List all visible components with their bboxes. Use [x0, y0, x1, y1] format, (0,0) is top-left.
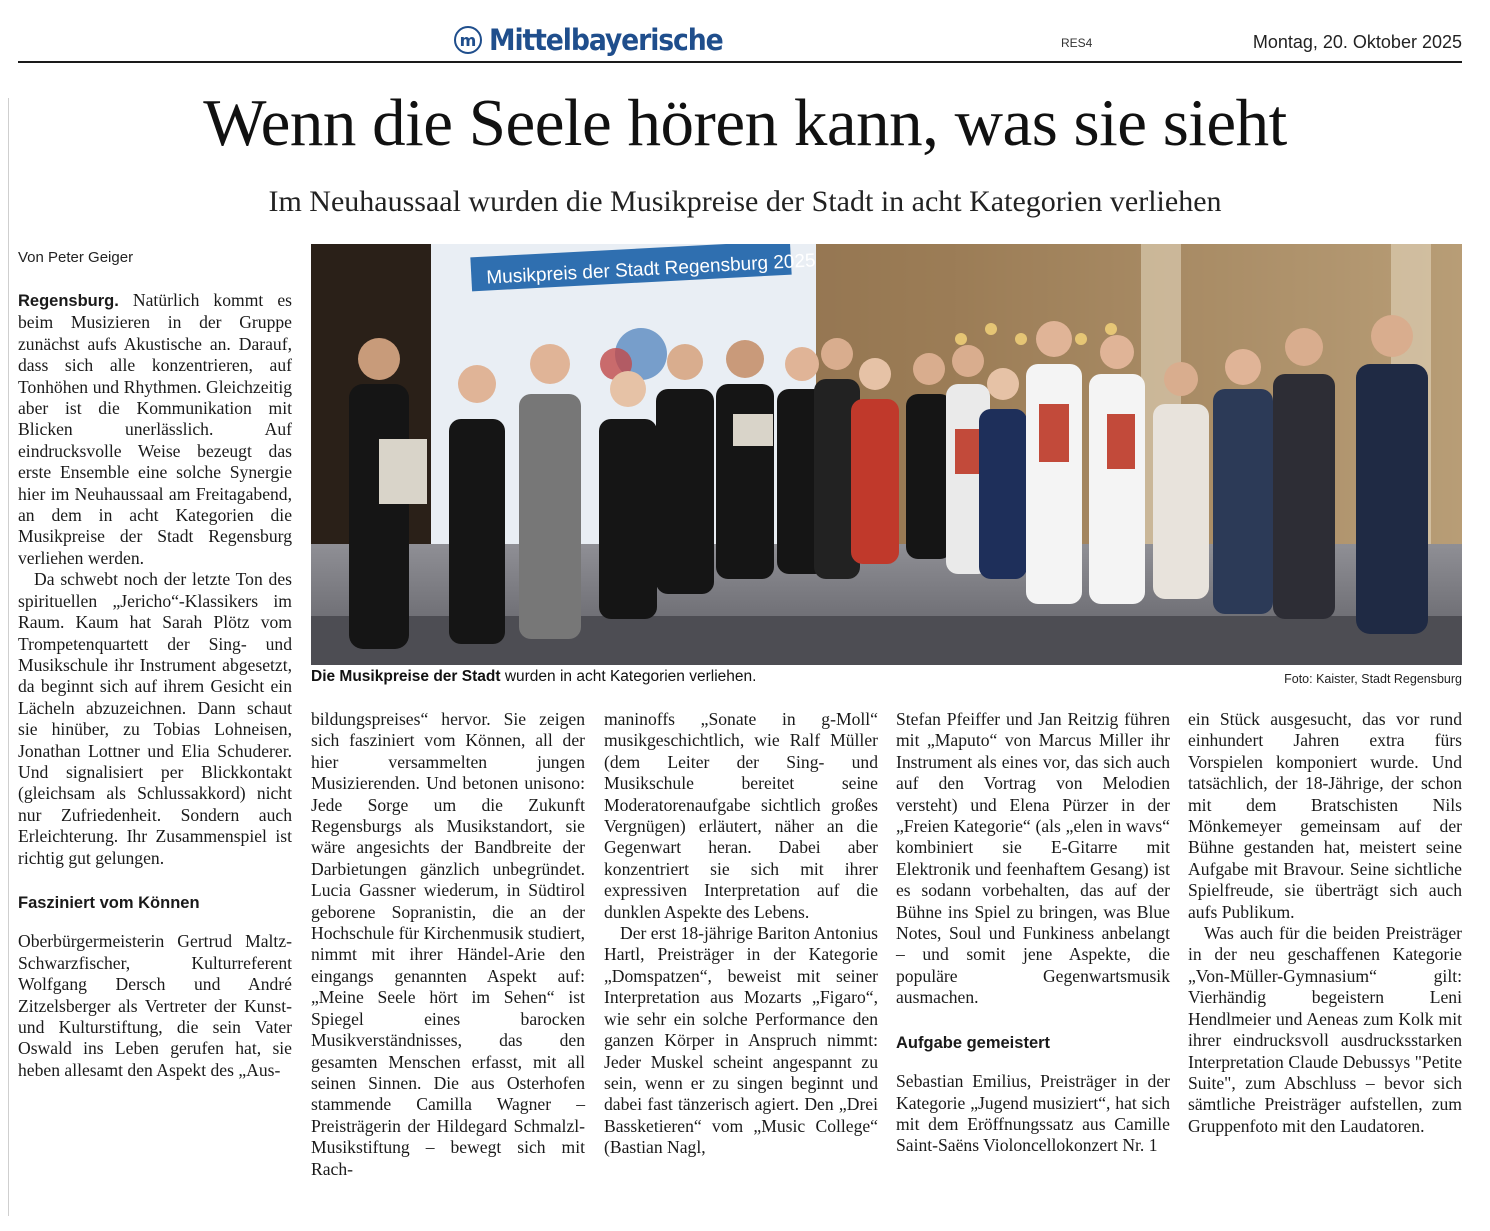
- page-margin-line: [8, 98, 9, 1216]
- article-column-3: [604, 709, 878, 1159]
- article-column-1: [18, 290, 292, 1081]
- masthead: [18, 22, 1462, 62]
- section-subhead: Fasziniert vom Können: [18, 893, 200, 912]
- paragraph: maninoffs „Sonate in g-Moll“ musikgeschichtlich, wie Ralf Müller (dem Leiter der Sing- und Musikschule bereitet seine Moderatorenaufgabe sichtlich großes Vergnügen) erläutert, näher an die Gegenwart heran. Dabei aber konzentriert sie sich mit ihrer expressiven Interpretation auf die dunklen Aspekte des Lebens.: [604, 709, 878, 922]
- paragraph: Sebastian Emilius, Preisträger in der Kategorie „Jugend musiziert“, hat sich mit dem Eröffnungssatz aus Camille Saint-Saëns Violoncellokonzert Nr. 1: [896, 1071, 1170, 1156]
- caption-text: wurden in acht Kategorien verliehen.: [500, 668, 757, 685]
- group-photo-image: [311, 244, 1462, 665]
- paragraph: Der erst 18-jährige Bariton Antonius Hartl, Preisträger in der Kategorie „Domspatzen“, beweist mit seiner Interpretation aus Mozarts „Figaro“, wie sehr ein solche Performance den ganzen Körper in Anspruch nimmt: Jeder Muskel scheint angespannt zu sein, wenn er zu singen beginnt und dabei fast tänzerisch agiert. Den „Drei Bassketieren“ vom „Music College“ (Bastian Nagl,: [604, 923, 878, 1158]
- publication-date: Montag, 20. Oktober 2025: [1252, 32, 1462, 52]
- paragraph: [18, 290, 292, 569]
- byline: Von Peter Geiger: [18, 249, 134, 266]
- article-column-2: [311, 709, 585, 1180]
- paragraph: ein Stück ausgesucht, das vor rund einhundert Jahren extra fürs Vorspielen komponiert wurde. Und tatsächlich, der 18-Jährige, der schon mit dem Bratschisten Nils Mönkemeyer gemeinsam auf der Bühne gestanden hat, meistert seine Aufgabe mit Bravour. Seine sichtliche Spielfreude, sie überträgt sich auch aufs Publikum.: [1188, 709, 1462, 922]
- paragraph: bildungspreises“ hervor. Sie zeigen sich fasziniert vom Können, all der hier versammelten jungen Musizierenden. Und betonen unisono: Jede Sorge um die Zukunft Regensburgs als Musikstandort, sie wäre angesichts der Bandbreite der Darbietungen gänzlich unbegründet. Lucia Gassner wiederum, in Südtirol geborene Sopranistin, die an der Hochschule für Kirchenmusik studiert, nimmt mit ihrer Händel-Arie den eingangs genannten Aspekt auf: „Meine Seele hört im Sehen“ ist Spiegel eines barocken Musikverständnisses, das den gesamten Menschen erfasst, mit all seinen Sinnen. Die aus Osterhofen stammende Camilla Wagner – Preisträgerin der Hildegard Schmalzl-Musikstiftung – bewegt sich mit Rach-: [311, 709, 585, 1179]
- section-subhead: Aufgabe gemeistert: [896, 1033, 1051, 1052]
- newspaper-logo[interactable]: [454, 22, 743, 58]
- paragraph-text: Natürlich kommt es beim Musizieren in der Gruppe zunächst aufs Akustische an. Darauf, dass sich alle konzentrieren, auf Tonhöhen und Rhythmen. Gleichzeitig aber ist die Kommunikation mit Blicken unerlässlich. Auf eindrucksvolle Weise bezeugt das erste Ensemble eine solche Synergie hier im Neuhaussaal am Freitagabend, an dem in acht Kategorien die Musikpreise der Stadt Regensburg verliehen werden.: [18, 290, 292, 568]
- article-column-4: [896, 709, 1170, 1157]
- photo-credit: Foto: Kaister, Stadt Regensburg: [1284, 672, 1462, 686]
- screen-title: Musikpreis der Stadt Regensburg 2025: [485, 250, 817, 289]
- paragraph: Was auch für die beiden Preisträger in der neu geschaffenen Kategorie „Von-Müller-Gymnasium“ gilt: Vierhändig begeistern Leni Hendlmeier und Aeneas zum Kolk mit ihrer eindrucksvoll ausdrucksstarken Interpretation Claude Debussys "Petite Suite", zum Abschluss – bevor sich sämtliche Preisträger aufstellen, zum Gruppenfoto mit den Laudatoren.: [1188, 923, 1462, 1136]
- masthead-rule: [18, 61, 1462, 63]
- article-column-5: [1188, 709, 1462, 1137]
- page-code: RES4: [1061, 36, 1093, 50]
- logo-wordmark: Mittelbayerische: [489, 23, 723, 57]
- group-photo: [311, 244, 1462, 665]
- article-subheadline: Im Neuhaussaal wurden die Musikpreise der Stadt in acht Kategorien verliehen: [268, 185, 1222, 218]
- paragraph: Oberbürgermeisterin Gertrud Maltz-Schwarzfischer, Kulturreferent Wolfgang Dersch und André Zitzelsberger als Vertreter der Kunst- und Kulturstiftung, die sein Vater Oswald ins Leben gerufen hat, sie heben allesamt den Aspekt des „Aus-: [18, 931, 292, 1080]
- logo-mark-icon: m: [454, 26, 482, 54]
- photo-caption: [311, 668, 756, 686]
- paragraph: Stefan Pfeiffer und Jan Reitzig führen mit „Maputo“ von Marcus Miller ihr Instrument als eines vor, das sich auch auf den Vortrag von Melodien versteht) und Elena Pürzer in der „Freien Kategorie“ (als „elen in wavs“ kombiniert sie E-Gitarre mit Elektronik und feenhaftem Gesang) ist es sodann vorbehalten, das auf der Bühne ins Spiel zu bringen, was Blue Notes, Soul und Funkiness anbelangt – und somit jene Aspekte, die populäre Gegenwartsmusik ausmachen.: [896, 709, 1170, 1008]
- paragraph: Da schwebt noch der letzte Ton des spirituellen „Jericho“-Klassikers im Raum. Kaum hat Sarah Plötz vom Trompetenquartett der Sing- und Musikschule ihr Instrument abgesetzt, da beginnt sich auf ihrem Gesicht ein Lächeln abzuzeichnen. Dann schaut sie hinüber, zu Tobias Lohneisen, Jonathan Lottner und Elia Schuderer. Und signalisiert per Blickkontakt (gleichsam als Schlussakkord) nicht nur Zufriedenheit. Sondern auch Erleichterung. Ihr Zusammenspiel ist richtig gut gelungen.: [18, 569, 292, 868]
- caption-lead: Die Musikpreise der Stadt: [311, 668, 501, 685]
- dateline: Regensburg.: [18, 292, 119, 310]
- article-headline: Wenn die Seele hören kann, was sie sieht: [203, 86, 1287, 160]
